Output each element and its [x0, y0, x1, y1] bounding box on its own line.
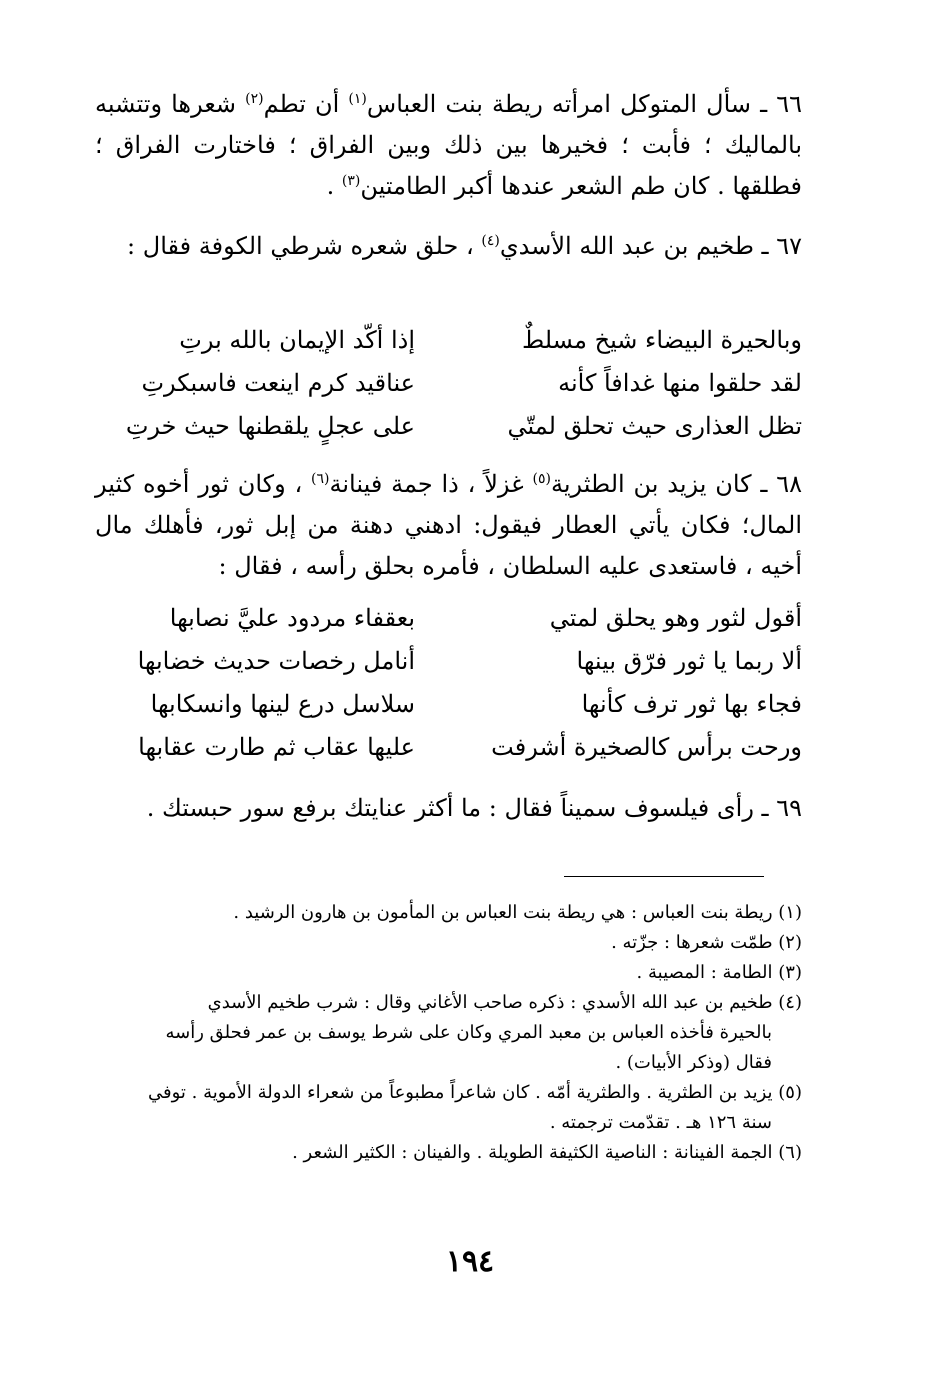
poem-2	[95, 604, 802, 776]
footnote-ref-1: (١)	[348, 91, 367, 107]
verse-first-hemistich: لقد حلقوا منها غدافاً كأنه	[558, 369, 802, 397]
paragraph-68	[95, 464, 802, 587]
poem-2-verse	[95, 690, 802, 733]
verse-second-hemistich: سلاسل درع لينها وانسكابها	[150, 690, 415, 718]
paragraph-66-text-3: شعرها وتتشبه بالماليك ؛ فأبت ؛ فخيرها بين ذلك وبين الفراق ؛ فاختارت الفراق ؛ فطلقها . كان طم الشعر عندها أكبر الطامتين	[95, 90, 802, 200]
footnote-4-continued: بالحيرة فأخذه العباس بن معبد المري وكان على شرط يوسف بن عمر فحلق رأسه	[165, 1022, 772, 1043]
footnote-3: (٣) الطامة : المصيبة .	[636, 962, 802, 983]
verse-second-hemistich: إذا أكّد الإيمان بالله برتِ	[179, 326, 415, 354]
paragraph-66-text-2: أن تطم	[263, 90, 349, 118]
paragraph-66-text-4: .	[326, 172, 342, 200]
paragraph-67	[95, 226, 802, 267]
footnote-4-continued: فقال (وذكر الأبيات) .	[615, 1052, 772, 1073]
verse-second-hemistich: على عجلٍ يلقطنها حيث خرتِ	[125, 412, 415, 440]
verse-first-hemistich: أقول لثور وهو يحلق لمتي	[549, 604, 802, 632]
footnote-ref-5: (٥)	[532, 471, 551, 487]
verse-first-hemistich: تظل العذارى حيث تحلق لمتّي	[507, 412, 802, 440]
paragraph-66	[95, 84, 802, 207]
footnote-separator	[564, 876, 764, 877]
paragraph-66-text-1: ٦٦ ـ سأل المتوكل امرأته ريطة بنت العباس	[366, 90, 803, 118]
footnote-6: (٦) الجمة الفينانة : الناصية الكثيفة الطويلة . والفينان : الكثير الشعر .	[292, 1142, 802, 1163]
footnote-ref-6: (٦)	[311, 471, 330, 487]
poem-1-verse	[95, 369, 802, 412]
footnote-1: (١) ريطة بنت العباس : هي ريطة بنت العباس بن المأمون بن هارون الرشيد .	[233, 902, 802, 923]
paragraph-68-text-1: ٦٨ ـ كان يزيد بن الطثرية	[550, 470, 803, 498]
verse-first-hemistich: ورحت برأس كالصخيرة أشرفت	[491, 733, 802, 761]
poem-1	[95, 326, 802, 455]
paragraph-68-text-2: غزلاً ، ذا جمة فينانة	[329, 470, 533, 498]
verse-second-hemistich: عليها عقاب ثم طارت عقابها	[138, 733, 415, 761]
poem-1-verse	[95, 326, 802, 369]
page-number: ١٩٤	[445, 1244, 495, 1279]
verse-first-hemistich: فجاء بها ثور ترف كأنها	[581, 690, 802, 718]
paragraph-69-text: ٦٩ ـ رأى فيلسوف سميناً فقال : ما أكثر عنايتك برفع سور حبستك .	[146, 794, 802, 822]
verse-second-hemistich: أنامل رخصات حديث خضابها	[137, 647, 415, 675]
poem-2-verse	[95, 604, 802, 647]
poem-2-verse	[95, 647, 802, 690]
verse-first-hemistich: وبالحيرة البيضاء شيخ مسلطٌ	[521, 326, 802, 354]
footnote-5-continued: سنة ١٢٦ هـ . تقدّمت ترجمته .	[549, 1112, 772, 1133]
footnote-ref-3: (٣)	[341, 173, 361, 189]
verse-first-hemistich: ألا ربما يا ثور فرّق بينها	[576, 647, 802, 675]
paragraph-67-text-2: ، حلق شعره شرطي الكوفة فقال :	[127, 232, 482, 260]
poem-1-verse	[95, 412, 802, 455]
verse-second-hemistich: بعقفاء مردود عليَّ نصابها	[169, 604, 415, 632]
footnotes	[95, 898, 802, 1168]
footnote-4: (٤) طخيم بن عبد الله الأسدي : ذكره صاحب الأغاني وقال : شرب طخيم الأسدي	[207, 992, 802, 1013]
paragraph-67-text-1: ٦٧ ـ طخيم بن عبد الله الأسدي	[499, 232, 802, 260]
paragraph-69	[95, 788, 802, 829]
footnote-2: (٢) طمّت شعرها : جزّته .	[611, 932, 802, 953]
paragraph-68-text-3: ، وكان ثور أخوه كثير المال؛ فكان يأتي العطار فيقول: ادهني دهنة من إبل ثور، فأهلك مال أخيه ، فاستعدى عليه السلطان ، فأمره بحلق رأسه ، فقال :	[95, 470, 802, 580]
footnote-5: (٥) يزيد بن الطثرية . والطثرية أمّه . كان شاعراً مطبوعاً من شعراء الدولة الأموية . توفي	[147, 1082, 802, 1103]
footnote-ref-2: (٢)	[245, 91, 264, 107]
footnote-ref-4: (٤)	[481, 233, 500, 249]
verse-second-hemistich: عناقيد كرم اينعت فاسبكرتِ	[141, 369, 415, 397]
poem-2-verse	[95, 733, 802, 776]
